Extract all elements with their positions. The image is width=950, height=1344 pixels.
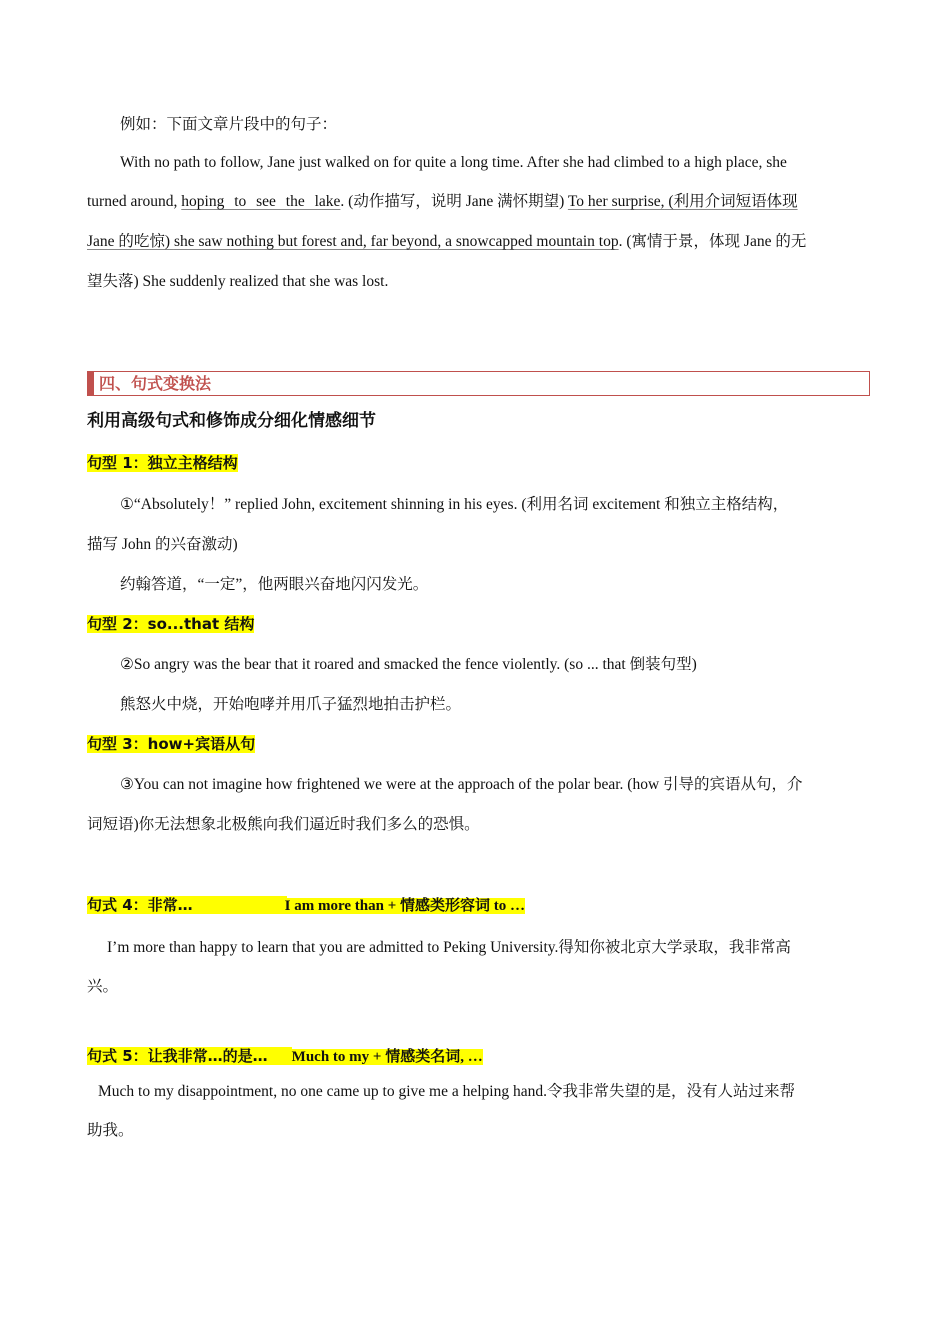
underlined-scenery: she saw nothing but forest and, far beyond, a snowcapped mountain top (173, 233, 619, 250)
pattern-2-label: 句型 2：so...that 结构 (87, 615, 255, 633)
underlined-surprise: To her surprise, (567, 193, 665, 210)
section-title: 四、句式变换法 (99, 374, 212, 393)
pattern-3-example: ③You can not imagine how frightened we were at the approach of the polar bear. (how 引导的宾语从句，介 (120, 776, 803, 793)
section-accent-bar (88, 372, 94, 395)
intro-line-5: 望失落) She suddenly realized that she was lost. (87, 273, 389, 290)
pattern-5-example: Much to my disappointment, no one came up to give me a helping hand.令我非常失望的是，没有人站过来帮 (98, 1083, 795, 1100)
pattern-1-translation: 约翰答道，“一定”，他两眼兴奋地闪闪发光。 (120, 576, 429, 593)
pattern-2-example: ②So angry was the bear that it roared and smacked the fence violently. (so ... that 倒装句型) (120, 656, 697, 673)
underlined-action: hoping to see the lake (181, 193, 341, 210)
pattern-4-label-a: 句式 4：非常… (87, 896, 287, 914)
intro-line-3-note: . (动作描写，说明 Jane 满怀期望) (340, 193, 568, 210)
section-header (87, 371, 870, 396)
intro-line-3 (87, 191, 867, 213)
intro-line-4 (87, 231, 867, 253)
intro-line-4-note-2: . (寓情于景，体现 Jane 的无 (618, 233, 807, 250)
pattern-3-label-row (87, 733, 867, 756)
intro-line-3-note-2: (利用介词短语体现 (664, 193, 798, 210)
pattern-4-label-b: I am more than + 情感类形容词 to … (284, 898, 526, 914)
pattern-5-example-cont: 助我。 (87, 1122, 134, 1139)
intro-line-2: With no path to follow, Jane just walked on for quite a long time. After she had climbed to a high place, she (120, 154, 787, 171)
pattern-1-label-row (87, 452, 867, 475)
pattern-4-example: I’m more than happy to learn that you are admitted to Peking University.得知你被北京大学录取，我非常高 (107, 939, 791, 956)
intro-line-4-note: Jane 的吃惊) (87, 233, 174, 250)
pattern-4-label-row (87, 894, 867, 917)
pattern-1-example-cont: 描写 John 的兴奋激动) (87, 536, 238, 553)
intro-line-1: 例如：下面文章片段中的句子： (120, 116, 338, 133)
pattern-5-label-b: Much to my + 情感类名词, … (291, 1049, 483, 1065)
section-subheading: 利用高级句式和修饰成分细化情感细节 (87, 411, 376, 431)
pattern-4-example-cont: 兴。 (87, 978, 119, 995)
pattern-3-label: 句型 3：how+宾语从句 (87, 735, 256, 753)
pattern-1-label: 句型 1：独立主格结构 (87, 454, 238, 472)
pattern-5-label-row (87, 1045, 867, 1068)
pattern-3-example-cont: 词短语)你无法想象北极熊向我们逼近时我们多么的恐惧。 (87, 816, 480, 833)
pattern-2-label-row (87, 613, 867, 636)
intro-line-3-text: turned around, (87, 193, 182, 210)
pattern-2-translation: 熊怒火中烧，开始咆哮并用爪子猛烈地拍击护栏。 (120, 696, 462, 713)
pattern-5-label-a: 句式 5：让我非常…的是… (87, 1047, 292, 1065)
pattern-1-example: ①“Absolutely！” replied John, excitement shinning in his eyes. (利用名词 excitement 和独立主格结构， (120, 496, 789, 513)
